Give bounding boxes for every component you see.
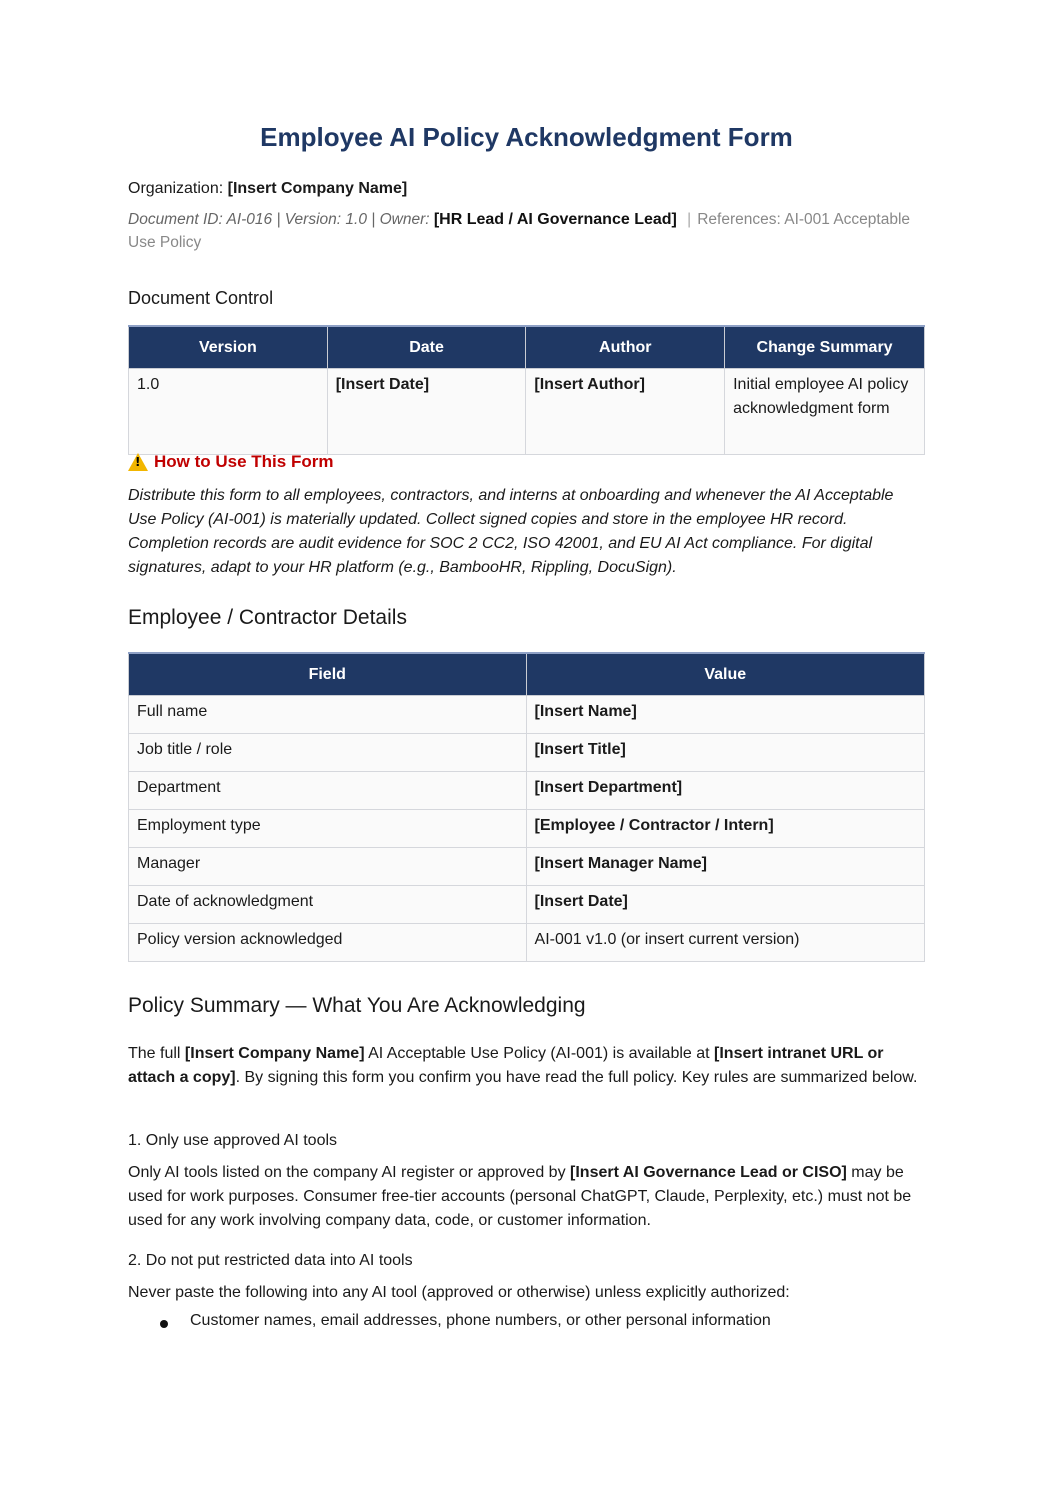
table-cell: Initial employee AI policy acknowledgment form — [725, 369, 925, 455]
how-to-heading — [128, 452, 333, 472]
field-cell: Employment type — [129, 810, 527, 848]
organization-label: Organization: — [128, 180, 224, 197]
rule-approver: [Insert AI Governance Lead or CISO] — [570, 1164, 847, 1181]
intro-text: . By signing this form you confirm you have read the full policy. Key rules are summarized below. — [235, 1069, 918, 1086]
organization-value: [Insert Company Name] — [227, 180, 408, 197]
warning-icon — [128, 453, 148, 471]
table-row — [129, 848, 925, 886]
page-title: Employee AI Policy Acknowledgment Form — [260, 122, 793, 152]
column-header: Version — [129, 326, 328, 369]
value-cell: AI-001 v1.0 (or insert current version) — [526, 924, 924, 962]
field-cell: Department — [129, 772, 527, 810]
list-item-text: Customer names, email addresses, phone numbers, or other personal information — [190, 1312, 771, 1329]
meta-separator: | — [687, 211, 692, 228]
table-row — [129, 886, 925, 924]
intro-text: AI Acceptable Use Policy (AI-001) is available at — [368, 1045, 710, 1062]
column-header: Change Summary — [725, 326, 925, 369]
value-cell: [Employee / Contractor / Intern] — [526, 810, 924, 848]
document-control-table — [128, 325, 925, 455]
details-heading: Employee / Contractor Details — [128, 606, 407, 629]
table-header-row — [129, 653, 925, 696]
document-control-heading: Document Control — [128, 288, 274, 308]
value-cell: [Insert Department] — [526, 772, 924, 810]
value-cell: [Insert Name] — [526, 696, 924, 734]
how-to-title: How to Use This Form — [154, 452, 334, 471]
column-header: Value — [526, 653, 924, 696]
intro-url: [Insert intranet URL or attach a copy] — [128, 1045, 884, 1086]
how-to-body: Distribute this form to all employees, contractors, and interns at onboarding and whenever the AI Acceptable Use Policy (AI-001) is materially updated. Collect signed copies and store in the employee HR record. Completion records are audit evidence for SOC 2 CC2, ISO 42001, and EU AI Act compliance. For digital signatures, adapt to your HR platform (e.g., BambooHR, Rippling, DocuSign). — [128, 487, 894, 576]
field-cell: Policy version acknowledged — [129, 924, 527, 962]
rule-1-body — [128, 1161, 925, 1233]
rule-text: may be used for work purposes. Consumer free-tier accounts (personal ChatGPT, Claude, Perplexity, etc.) must not be used for any work involving company data, code, or customer information. — [128, 1164, 912, 1229]
intro-company: [Insert Company Name] — [184, 1045, 365, 1062]
bullet-icon — [160, 1320, 168, 1328]
table-cell: [Insert Author] — [526, 369, 725, 455]
table-row — [129, 734, 925, 772]
value-cell: [Insert Date] — [526, 886, 924, 924]
field-cell: Manager — [129, 848, 527, 886]
doc-owner: [HR Lead / AI Governance Lead] — [433, 211, 677, 228]
table-cell: [Insert Date] — [327, 369, 526, 455]
field-cell: Full name — [129, 696, 527, 734]
table-row — [129, 369, 925, 455]
table-header-row — [129, 326, 925, 369]
column-header: Field — [129, 653, 527, 696]
details-table — [128, 652, 925, 962]
list-item — [160, 1312, 771, 1330]
doc-id: Document ID: AI-016 | Version: 1.0 | Owner: — [128, 211, 430, 228]
column-header: Author — [526, 326, 725, 369]
table-cell: 1.0 — [129, 369, 328, 455]
table-row — [129, 924, 925, 962]
table-row — [129, 696, 925, 734]
intro-text: The full — [128, 1045, 181, 1062]
summary-heading: Policy Summary — What You Are Acknowledging — [128, 994, 586, 1017]
value-cell: [Insert Title] — [526, 734, 924, 772]
field-cell: Job title / role — [129, 734, 527, 772]
column-header: Date — [327, 326, 526, 369]
document-meta — [128, 208, 925, 254]
field-cell: Date of acknowledgment — [129, 886, 527, 924]
rule-1-title: 1. Only use approved AI tools — [128, 1132, 338, 1149]
doc-references: References: AI-001 Acceptable Use Policy — [128, 211, 911, 251]
rule-2-body: Never paste the following into any AI tool (approved or otherwise) unless explicitly authorized: — [128, 1284, 790, 1301]
table-row — [129, 810, 925, 848]
table-row — [129, 772, 925, 810]
summary-intro — [128, 1042, 925, 1090]
rule-text: Only AI tools listed on the company AI register or approved by — [128, 1164, 566, 1181]
organization-line — [128, 180, 407, 198]
value-cell: [Insert Manager Name] — [526, 848, 924, 886]
rule-2-title: 2. Do not put restricted data into AI tools — [128, 1252, 413, 1269]
